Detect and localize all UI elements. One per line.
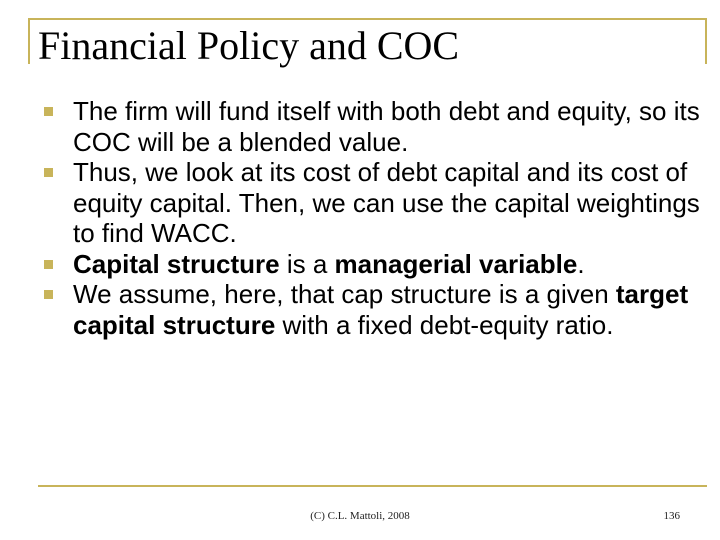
footer-copyright: (C) C.L. Mattoli, 2008 bbox=[310, 510, 410, 522]
square-bullet-icon bbox=[44, 290, 53, 299]
bullet-list bbox=[40, 96, 700, 340]
title-frame-left-rule bbox=[28, 18, 30, 64]
bullet-text: is a bbox=[279, 248, 335, 279]
bullet-item bbox=[40, 279, 700, 340]
bullet-item bbox=[40, 249, 700, 280]
square-bullet-icon bbox=[44, 168, 53, 177]
bullet-text: The firm will fund itself with both debt and equity, so its COC will be a blended value. bbox=[73, 96, 700, 157]
title-frame-right-rule bbox=[705, 18, 707, 64]
slide-title: Financial Policy and COC bbox=[38, 23, 460, 68]
footer-rule bbox=[38, 485, 707, 487]
bullet-text: Thus, we look at its cost of debt capital and its cost of equity capital. Then, we can use the capital weightings to find WACC. bbox=[73, 157, 700, 248]
bullet-text: with a fixed debt-equity ratio. bbox=[275, 309, 614, 340]
page-number: 136 bbox=[663, 510, 680, 522]
bullet-text-bold: managerial variable bbox=[334, 248, 578, 279]
bullet-text-bold: target capital structure bbox=[73, 279, 689, 340]
bullet-text-bold: Capital structure bbox=[73, 248, 280, 279]
bullet-item bbox=[40, 157, 700, 249]
square-bullet-icon bbox=[44, 107, 53, 116]
square-bullet-icon bbox=[44, 260, 53, 269]
bullet-text: We assume, here, that cap structure is a given bbox=[73, 279, 616, 309]
title-frame-top-rule bbox=[28, 18, 707, 20]
bullet-item bbox=[40, 96, 700, 157]
bullet-text: . bbox=[577, 248, 585, 279]
